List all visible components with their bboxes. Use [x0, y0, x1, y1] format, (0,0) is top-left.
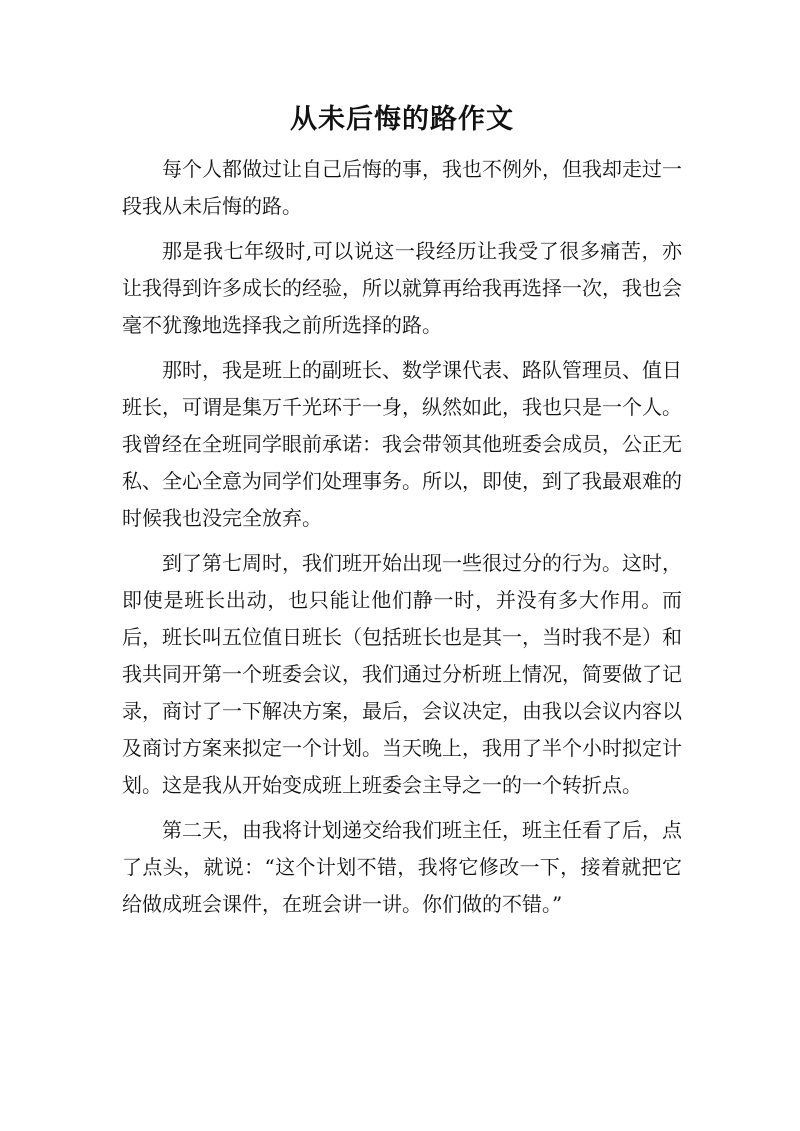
paragraph-4: 到了第七周时，我们班开始出现一些很过分的行为。这时，即使是班长出动，也只能让他们静一时，并没有多大作用。而后，班长叫五位值日班长（包括班长也是其一，当时我不是）和我共同开第一个班委会议，我们通过分析班上情况，简要做了记录，商讨了一下解决方案，最后，会议决定，由我以会议内容以及商讨方案来拟定一个计划。当天晚上，我用了半个小时拟定计划。这是我从开始变成班上班委会主导之一的一个转折点。: [122, 551, 682, 797]
document-page: [122, 0, 682, 931]
paragraph-3: 那时，我是班上的副班长、数学课代表、路队管理员、值日班长，可谓是集万千光环于一身，纵然如此，我也只是一个人。我曾经在全班同学眼前承诺：我会带领其他班委会成员，公正无私、全心全意为同学们处理事务。所以，即使，到了我最艰难的时候我也没完全放弃。: [122, 358, 682, 530]
document-title: 从未后悔的路作文: [290, 104, 514, 135]
paragraph-1: 每个人都做过让自己后悔的事，我也不例外，但我却走过一段我从未后悔的路。: [122, 157, 682, 218]
paragraph-5: 第二天，由我将计划递交给我们班主任，班主任看了后，点了点头，就说：“这个计划不错，我将它修改一下，接着就把它给做成班会课件，在班会讲一讲。你们做的不错。”: [122, 818, 682, 916]
paragraph-2: 那是我七年级时,可以说这一段经历让我受了很多痛苦，亦让我得到许多成长的经验，所以就算再给我再选择一次，我也会毫不犹豫地选择我之前所选择的路。: [122, 239, 682, 337]
document-body: [122, 151, 682, 923]
